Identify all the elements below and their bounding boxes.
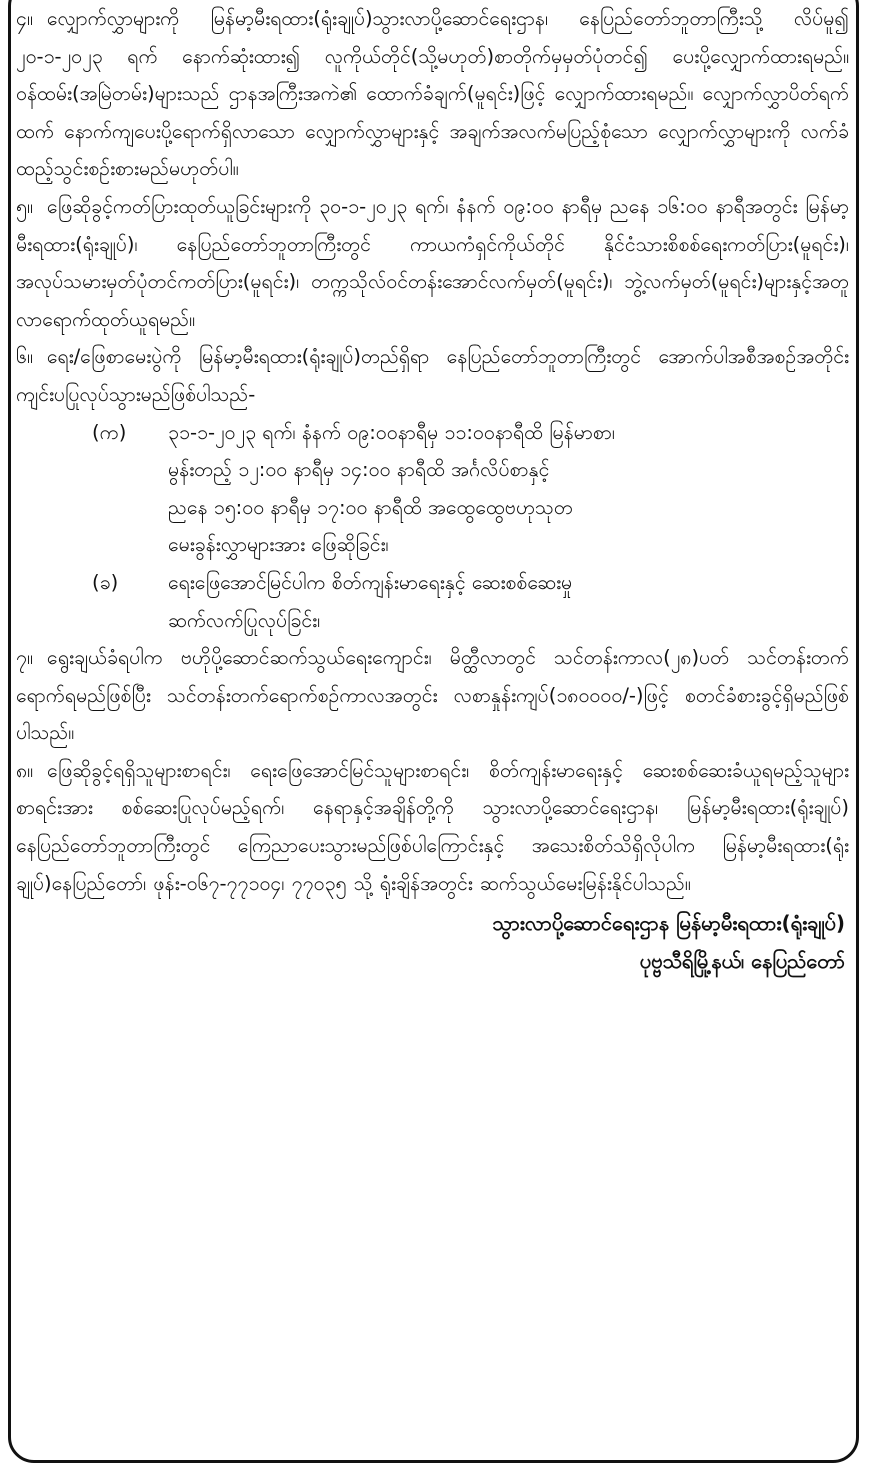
item-line: ၃၁-၁-၂၀၂၃ ရက်၊ နံနက် ၀၉:၀၀နာရီမှ ၁၁:၀၀နာရီထိ မြန်မာစာ၊	[168, 420, 615, 444]
paragraph-5	[16, 188, 849, 338]
item-line: ရေးဖြေအောင်မြင်ပါက စိတ်ကျန်းမာရေးနှင့် ဆေးစစ်ဆေးမှု	[168, 570, 573, 594]
paragraph-4	[16, 0, 849, 188]
paragraph-number: ၄။	[16, 7, 33, 30]
paragraph-text: ဖြေဆိုခွင့်ကတ်ပြားထုတ်ယူခြင်းများကို ၃၀-၁-၂၀၂၃ ရက်၊ နံနက် ၀၉:၀၀ နာရီမှ ညနေ ၁၆:၀၀ နာရီအတွင်း မြန်မာ့မီးရထား(ရုံးချုပ်)၊ နေပြည်တော်ဘူတာကြီးတွင် ကာယကံရှင်ကိုယ်တိုင် နိုင်ငံသားစိစစ်ရေးကတ်ပြား(မူရင်း)၊ အလုပ်သမားမှတ်ပုံတင်ကတ်ပြား(မူရင်း)၊ တက္ကသိုလ်ဝင်တန်းအောင်လက်မှတ်(မူရင်း)၊ ဘွဲ့လက်မှတ်(မူရင်း)များနှင့်အတူ လာရောက်ထုတ်ယူရမည်။	[16, 194, 849, 331]
item-line: ဆက်လက်ပြုလုပ်ခြင်း၊	[168, 608, 321, 632]
paragraph-number: ၆။	[16, 345, 33, 369]
paragraph-number: ၅။	[16, 194, 33, 218]
paragraph-6	[16, 338, 849, 413]
paragraph-8	[16, 752, 849, 902]
paragraph-number: ၇။	[16, 646, 33, 670]
announcement-body	[16, 0, 849, 980]
paragraph-text: ရွေးချယ်ခံရပါက ဗဟိုပို့ဆောင်ဆက်သွယ်ရေးကျောင်း၊ မိတ္ထီလာတွင် သင်တန်းကာလ(၂၈)ပတ် သင်တန်းတက်ရောက်ရမည်ဖြစ်ပြီး သင်တန်းတက်ရောက်စဉ်ကာလအတွင်း လစာနှုန်းကျပ်(၁၈၀၀၀၀/-)ဖြင့် စတင်ခံစားခွင့်ရှိမည်ဖြစ်ပါသည်။	[16, 646, 849, 745]
issuer-signature	[16, 904, 849, 980]
issuer-department: သွားလာပို့ဆောင်ရေးဌာန မြန်မာ့မီးရထား(ရုံးချုပ်)	[492, 911, 845, 936]
paragraph-text: လျှောက်လွှာများကို မြန်မာ့မီးရထား(ရုံးချုပ်)သွားလာပို့ဆောင်ရေးဌာန၊ နေပြည်တော်ဘူတာကြီးသို့ လိပ်မူ၍ ၂၀-၁-၂၀၂၃ ရက် နောက်ဆုံးထား၍ လူကိုယ်တိုင်(သို့မဟုတ်)စာတိုက်မှမှတ်ပုံတင်၍ ပေးပို့လျှောက်ထားရမည်။ ဝန်ထမ်း(အမြဲတမ်း)များသည် ဌာနအကြီးအကဲ၏ ထောက်ခံချက်(မူရင်း)ဖြင့် လျှောက်ထားရမည်။ လျှောက်လွှာပိတ်ရက်ထက် နောက်ကျပေးပို့ရောက်ရှိလာသော လျှောက်လွှာများနှင့် အချက်အလက်မပြည့်စုံသော လျှောက်လွှာများကို လက်ခံထည့်သွင်းစဉ်းစားမည်မဟုတ်ပါ။	[16, 7, 849, 181]
exam-schedule-item-kha	[92, 564, 809, 639]
exam-schedule-item-ka	[92, 414, 809, 564]
paragraph-7	[16, 639, 849, 752]
item-label: (ခ)	[92, 570, 119, 594]
issuer-location: ပုဗ္ဗသီရိမြို့နယ်၊ နေပြည်တော်	[639, 949, 845, 974]
paragraph-text: ရေး/ဖြေစာမေးပွဲကို မြန်မာ့မီးရထား(ရုံးချုပ်)တည်ရှိရာ နေပြည်တော်ဘူတာကြီးတွင် အောက်ပါအစီအစဉ်အတိုင်း ကျင်းပပြုလုပ်သွားမည်ဖြစ်ပါသည်-	[16, 345, 849, 406]
item-text	[168, 414, 809, 564]
item-text	[168, 564, 809, 639]
item-label: (က)	[92, 420, 127, 444]
paragraph-text: ဖြေဆိုခွင့်ရရှိသူများစာရင်း၊ ရေးဖြေအောင်မြင်သူများစာရင်း၊ စိတ်ကျန်းမာရေးနှင့် ဆေးစစ်ဆေးခံယူရမည့်သူများစာရင်းအား စစ်ဆေးပြုလုပ်မည့်ရက်၊ နေရာနှင့်အချိန်တို့ကို သွားလာပို့ဆောင်ရေးဌာန၊ မြန်မာ့မီးရထား(ရုံးချုပ်) နေပြည်တော်ဘူတာကြီးတွင် ကြေညာပေးသွားမည်ဖြစ်ပါကြောင်းနှင့် အသေးစိတ်သိရှိလိုပါက မြန်မာ့မီးရထား(ရုံးချုပ်)နေပြည်တော်၊ ဖုန်း-၀၆၇-၇၇၁၀၄၊ ၇၇၀၃၅ သို့ ရုံးချိန်အတွင်း ဆက်သွယ်မေးမြန်းနိုင်ပါသည်။	[16, 758, 849, 895]
paragraph-number: ၈။	[16, 758, 34, 782]
item-line: ညနေ ၁၅:၀၀ နာရီမှ ၁၇:၀၀ နာရီထိ အထွေထွေဗဟုသုတ	[168, 495, 573, 519]
item-line: မွန်းတည့် ၁၂:၀၀ နာရီမှ ၁၄:၀၀ နာရီထိ အင်္ဂလိပ်စာနှင့်	[168, 458, 550, 482]
item-line: မေးခွန်းလွှာများအား ဖြေဆိုခြင်း၊	[168, 533, 389, 557]
